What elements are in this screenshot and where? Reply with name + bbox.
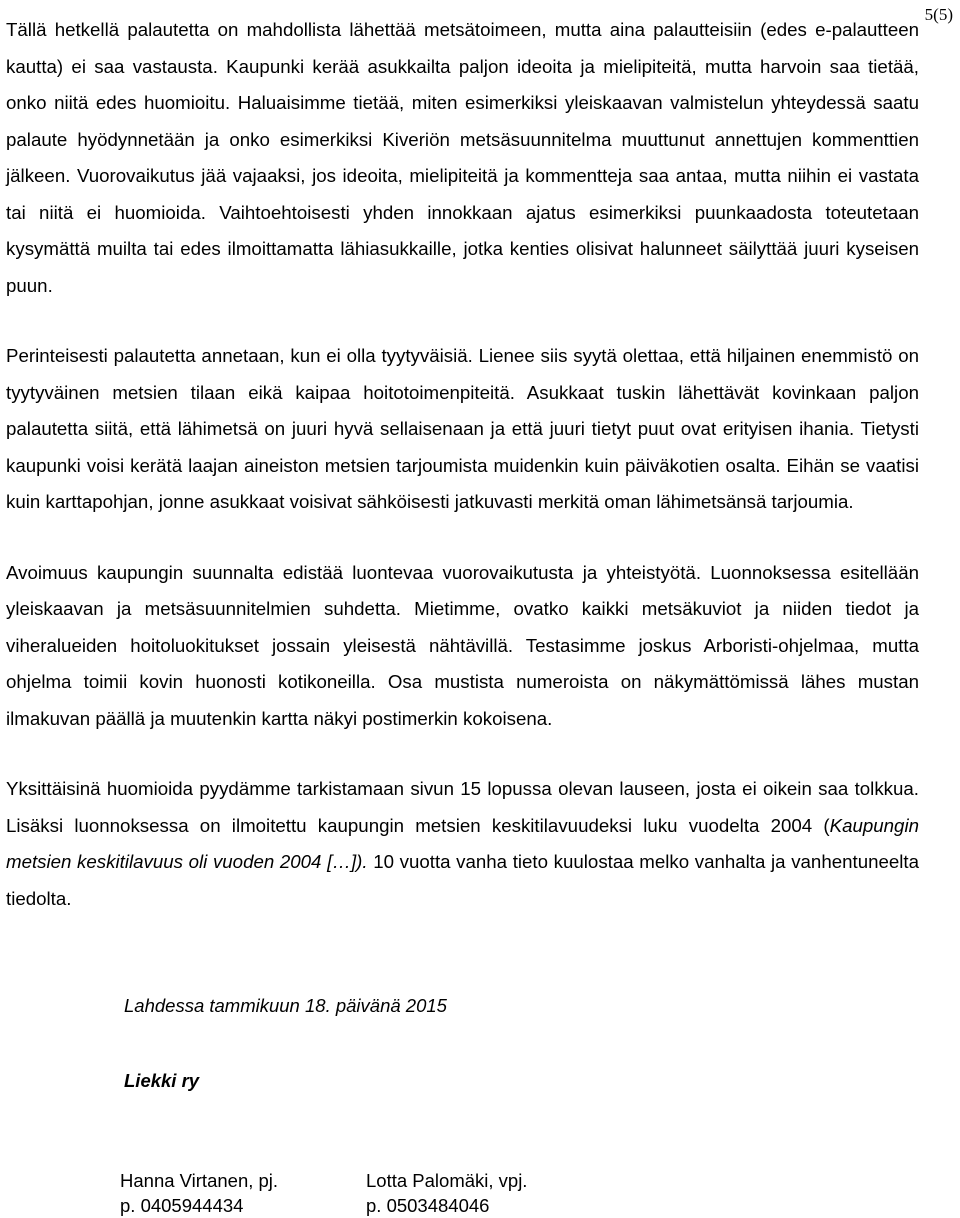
signer-chair (120, 1168, 278, 1218)
place-and-date: Lahdessa tammikuun 18. päivänä 2015 (124, 995, 447, 1016)
paragraph-feedback: Tällä hetkellä palautetta on mahdollista lähettää metsätoimeen, mutta aina palautteisiin (edes e-palautteen kautta) ei saa vastausta. Kaupunki kerää asukkailta paljon ideoita ja mielipiteitä, mutta harvoin saa tietää, onko niitä edes huomioitu. Haluaisimme tietää, miten esimerkiksi yleiskaavan valmistelun yhteydessä saatu palaute hyödynnetään ja onko esimerkiksi Kiveriön metsäsuunnitelma muuttunut annettujen kommenttien jälkeen. Vuorovaikutus jää vajaaksi, jos ideoita, mielipiteitä ja kommentteja saa antaa, mutta niihin ei vastata tai niitä ei huomioida. Vaihtoehtoisesti yhden innokkaan ajatus esimerkiksi puunkaadosta toteutetaan kysymättä muilta tai edes ilmoittamatta lähiasukkaille, jotka kenties olisivat halunneet säilyttää juuri kyseisen puun. (6, 19, 919, 296)
quoted-sentence: Kaupungin metsien keskitilavuus oli vuoden 2004 […]). (6, 814, 919, 872)
signer-phone: p. 0405944434 (120, 1195, 244, 1216)
paragraph-corrections-tail: 10 vuotta vanha tieto kuulostaa melko vanhalta ja vanhentuneelta tiedolta. (6, 851, 919, 909)
signer-name: Hanna Virtanen, pj. (120, 1170, 279, 1191)
paragraph-openness: Avoimuus kaupungin suunnalta edistää luontevaa vuorovaikutusta ja yhteistyötä. Luonnoksessa esitellään yleiskaavan ja metsäsuunnitelmien suhdetta. Mietimme, ovatko kaikki metsäkuviot ja niiden tiedot ja viheralueiden hoitoluokitukset jossain yleisestä nähtävillä. Testasimme joskus Arboristi-ohjelmaa, mutta ohjelma toimii kovin huonosti kotikoneilla. Osa mustista numeroista on näkymättömissä lähes mustan ilmakuvan päällä ja muutenkin kartta näkyi postimerkin kokoisena. (6, 561, 919, 729)
organization-name: Liekki ry (124, 1070, 200, 1091)
paragraph-corrections (6, 771, 919, 917)
paragraph-corrections-text: Yksittäisinä huomioida pyydämme tarkistamaan sivun 15 lopussa olevan lauseen, josta ei oikein saa tolkkua. Lisäksi luonnoksessa on ilmoitettu kaupungin metsien keskitilavuudeksi luku vuodelta 2004 ( (6, 778, 919, 836)
page-number: 5(5) (924, 5, 953, 24)
paragraph-satisfaction: Perinteisesti palautetta annetaan, kun ei olla tyytyväisiä. Lienee siis syytä olettaa, että hiljainen enemmistö on tyytyväinen metsien tilaan eikä kaipaa hoitotoimenpiteitä. Asukkaat tuskin lähettävät kovinkaan paljon palautetta siitä, että lähimetsä on juuri hyvä sellaisenaan ja että juuri tietyt puut ovat erityisen ihania. Tietysti kaupunki voisi kerätä laajan aineiston metsien tarjoumista muidenkin kuin päiväkotien osalta. Eihän se vaatisi kuin karttapohjan, jonne asukkaat voisivat sähköisesti jatkuvasti merkitä oman lähimetsänsä tarjoumia. (6, 345, 919, 512)
letter-body (6, 12, 919, 917)
signer-phone: p. 0503484046 (366, 1195, 490, 1216)
signer-name: Lotta Palomäki, vpj. (366, 1170, 528, 1191)
signer-vice-chair (366, 1168, 527, 1218)
